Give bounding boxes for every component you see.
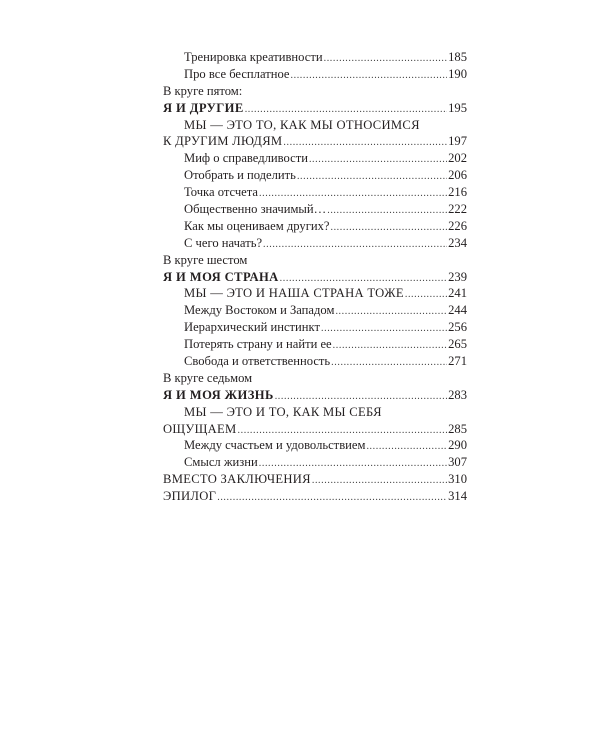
- toc-entry-title: Между счастьем и удовольствием: [184, 438, 366, 453]
- toc-entry-page: 285: [448, 421, 467, 436]
- toc-entry-page: 290: [448, 438, 467, 453]
- toc-subheading: [163, 421, 467, 438]
- dot-leader: [331, 355, 447, 372]
- dot-leader: [405, 287, 447, 304]
- toc-entry-title: ВМЕСТО ЗАКЛЮЧЕНИЯ: [163, 472, 311, 487]
- toc-entry-title: Свобода и ответственность: [184, 354, 331, 369]
- dot-leader: [309, 152, 447, 169]
- toc-subheading-line: МЫ — ЭТО ТО, КАК МЫ ОТНОСИМСЯ: [184, 117, 420, 132]
- toc-entry-title: Я И ДРУГИЕ: [163, 100, 244, 115]
- toc-entry-page: 195: [448, 100, 467, 115]
- toc-subheading: [163, 133, 467, 150]
- dot-leader: [312, 473, 447, 490]
- toc-entry-title: Общественно значимый…: [184, 202, 327, 217]
- toc-entry: [163, 488, 467, 505]
- toc-entry-page: 314: [448, 489, 467, 504]
- toc-entry: [163, 471, 467, 488]
- toc-entry-title: МЫ — ЭТО И НАША СТРАНА ТОЖЕ: [184, 286, 404, 301]
- toc-section-heading: [163, 269, 467, 286]
- toc-entry-title: Между Востоком и Западом: [184, 303, 335, 318]
- toc-section-heading: [163, 387, 467, 404]
- dot-leader: [335, 304, 447, 321]
- dot-leader: [333, 338, 447, 355]
- toc-entry-title: Как мы оцениваем других?: [184, 218, 330, 233]
- toc-entry-title: Потерять страну и найти ее: [184, 337, 332, 352]
- toc-entry-page: 202: [448, 151, 467, 166]
- toc-entry-page: 185: [448, 50, 467, 64]
- toc-entry-page: 244: [448, 303, 467, 318]
- toc-entry-page: 222: [448, 202, 467, 217]
- toc-entry-page: 197: [448, 134, 467, 149]
- toc-entry: [163, 150, 467, 167]
- toc-entry-page: 310: [448, 472, 467, 487]
- dot-leader: [321, 321, 447, 338]
- toc-entry-title: Иерархический инстинкт: [184, 320, 320, 335]
- toc-entry: [163, 336, 467, 353]
- toc-entry-page: 226: [448, 218, 467, 233]
- dot-leader: [366, 439, 447, 456]
- dot-leader: [291, 68, 448, 85]
- toc-entry-title: ОЩУЩАЕМ: [163, 421, 237, 436]
- toc-entry: [163, 353, 467, 370]
- toc-entry-page: 239: [448, 269, 467, 284]
- toc-entry: [163, 167, 467, 184]
- toc-entry-page: 206: [448, 168, 467, 183]
- toc-entry: [163, 319, 467, 336]
- toc-entry: [163, 454, 467, 471]
- dot-leader: [297, 169, 447, 186]
- toc-entry-title: Миф о справедливости: [184, 151, 308, 166]
- toc-entry-page: 307: [448, 455, 467, 470]
- toc-entry: [163, 201, 467, 218]
- toc-entry: [163, 49, 467, 66]
- toc-entry: [163, 302, 467, 319]
- toc-entry-page: 241: [448, 286, 467, 301]
- toc-entry-title: Про все бесплатное: [184, 66, 290, 81]
- toc-entry-page: 265: [448, 337, 467, 352]
- circle-label: В круге шестом: [163, 252, 248, 267]
- toc-entry-title: К ДРУГИМ ЛЮДЯМ: [163, 134, 283, 149]
- dot-leader: [217, 490, 447, 507]
- toc-entry-page: 216: [448, 185, 467, 200]
- toc-entry-page: 190: [448, 66, 467, 81]
- toc-entry-page: 234: [448, 235, 467, 250]
- toc-entry: [163, 184, 467, 201]
- toc-entry-title: Я И МОЯ ЖИЗНЬ: [163, 387, 274, 402]
- toc-entry: [163, 66, 467, 83]
- dot-leader: [263, 237, 447, 254]
- dot-leader: [327, 203, 447, 220]
- toc-entry-title: Точка отсчета: [184, 185, 259, 200]
- toc-entry-page: 256: [448, 320, 467, 335]
- toc-entry-title: Я И МОЯ СТРАНА: [163, 269, 279, 284]
- dot-leader: [283, 135, 447, 152]
- toc-entry: [163, 437, 467, 454]
- circle-label: В круге пятом:: [163, 83, 243, 98]
- toc-subheading: [163, 285, 467, 302]
- circle-label: В круге седьмом: [163, 370, 253, 385]
- toc-entry-title: Смысл жизни: [184, 455, 258, 470]
- toc-entry: [163, 218, 467, 235]
- toc-entry-title: Отобрать и поделить: [184, 168, 296, 183]
- toc-entry-title: Тренировка креативности: [184, 50, 323, 64]
- table-of-contents: [163, 49, 467, 505]
- toc-entry-page: 271: [448, 354, 467, 369]
- toc-subheading-line: МЫ — ЭТО И ТО, КАК МЫ СЕБЯ: [184, 404, 382, 419]
- toc-entry: [163, 235, 467, 252]
- toc-section-heading: [163, 100, 467, 117]
- toc-entry-page: 283: [448, 387, 467, 402]
- dot-leader: [324, 51, 448, 68]
- toc-entry-title: С чего начать?: [184, 235, 263, 250]
- toc-entry-title: ЭПИЛОГ: [163, 489, 217, 504]
- dot-leader: [330, 220, 447, 237]
